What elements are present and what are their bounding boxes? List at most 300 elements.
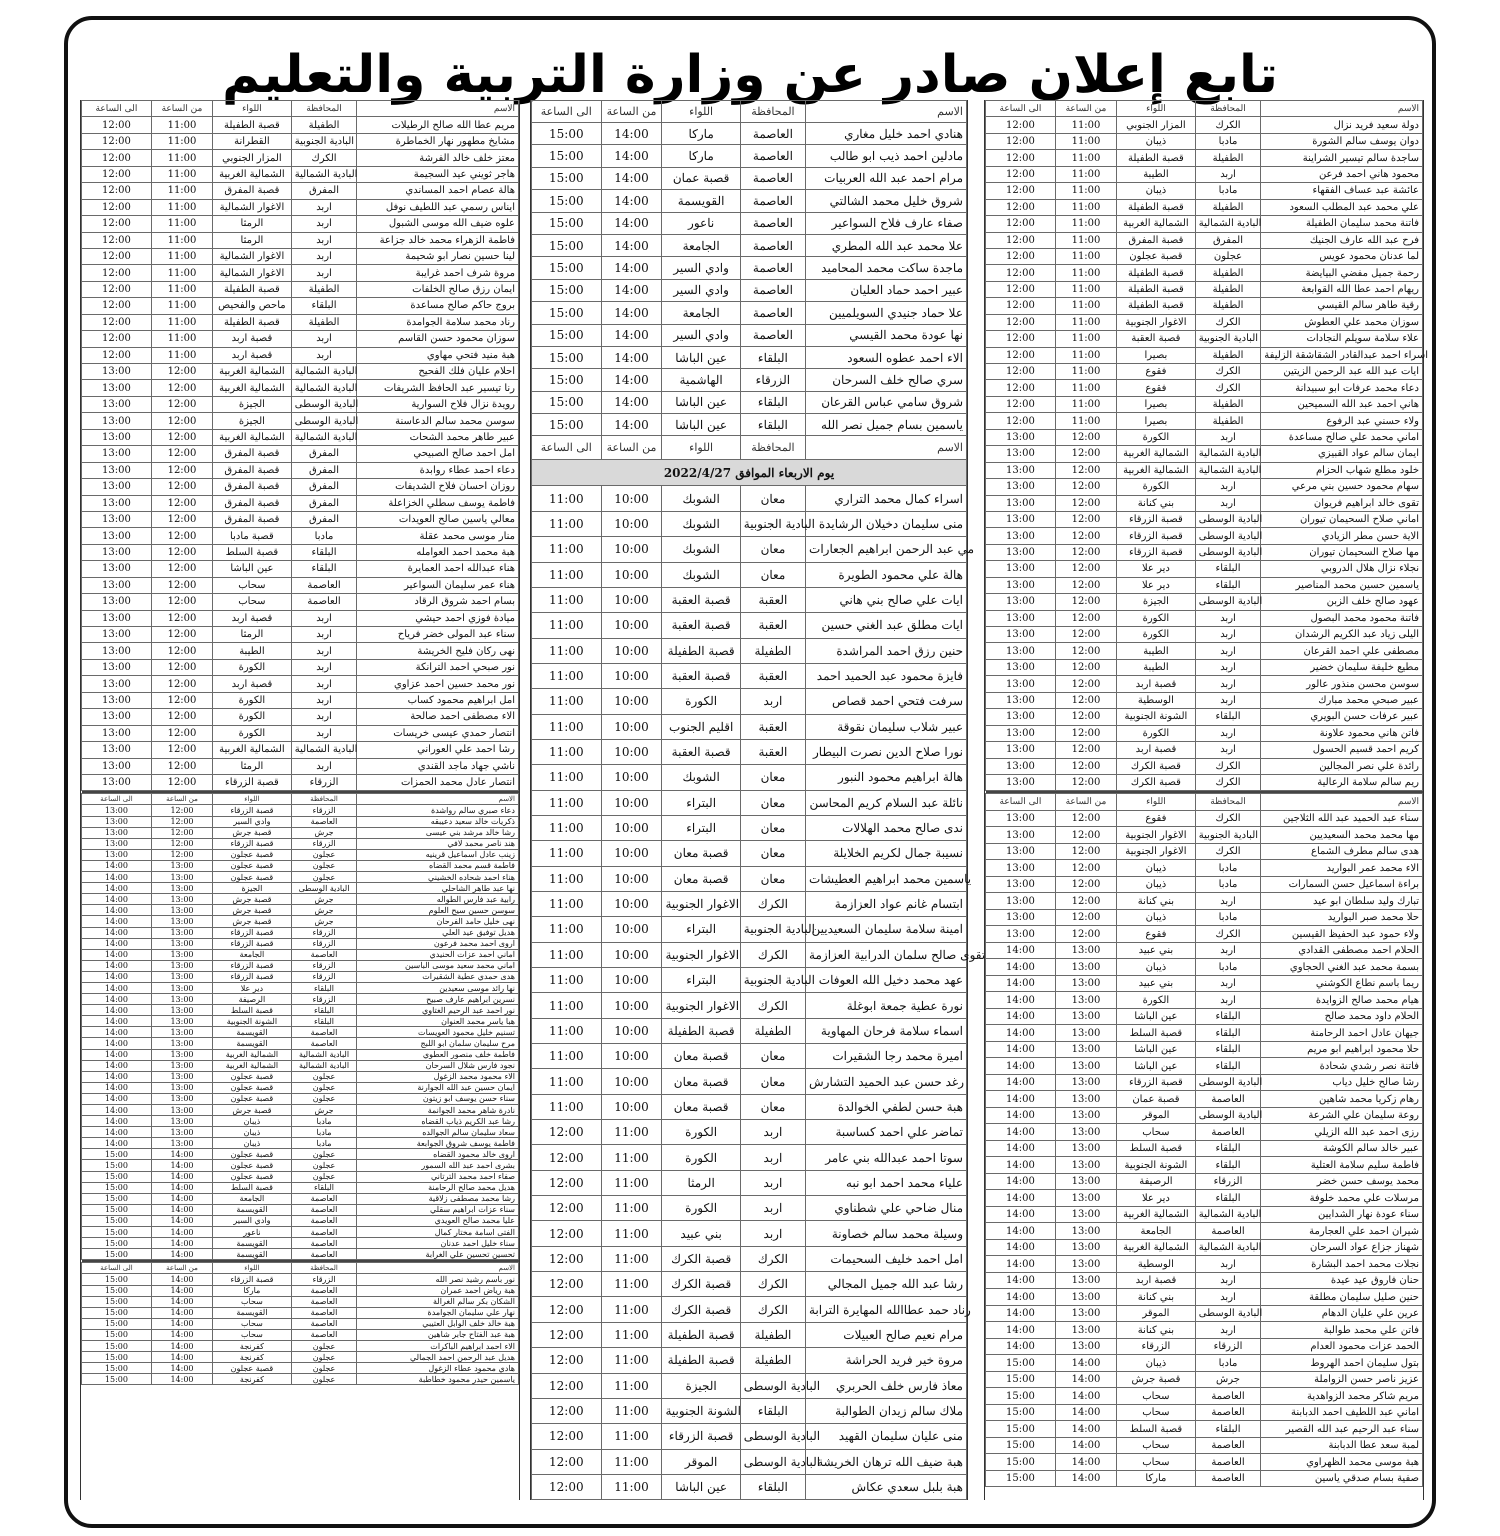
table-middle — [530, 100, 986, 1500]
cell-from: 12:00 — [151, 709, 212, 725]
cell-directorate: ذيبان — [213, 1127, 292, 1138]
cell-directorate: قصبة السلط — [1117, 1421, 1196, 1438]
table-row — [986, 216, 1423, 232]
header-name: الاسم — [1261, 794, 1423, 811]
cell-governorate: مادبا — [1195, 183, 1261, 199]
table-row — [986, 1338, 1423, 1355]
cell-to: 15:00 — [532, 346, 602, 368]
cell-directorate: قصبة الكرك — [1117, 774, 1196, 790]
cell-directorate: بصيرا — [1117, 413, 1196, 429]
cell-to: 15:00 — [82, 1296, 152, 1307]
table-row — [82, 577, 519, 593]
cell-name: ياسمين حيدر محمود خطاطبة — [357, 1374, 519, 1385]
cell-directorate: الجامعة — [213, 949, 292, 960]
cell-directorate: الاغوار الجنوبية — [662, 891, 740, 916]
cell-governorate: البادية الوسطى — [1195, 1107, 1261, 1124]
cell-to: 11:00 — [532, 511, 602, 536]
header-directorate: اللواء — [1117, 794, 1196, 811]
cell-governorate: البلقاء — [1195, 1421, 1261, 1438]
cell-governorate: البادية الوسطى — [740, 1373, 805, 1398]
cell-directorate: ذيبان — [1117, 959, 1196, 976]
cell-directorate: قصبة عمان — [1117, 1091, 1196, 1108]
cell-governorate: البادية الوسطى — [291, 413, 357, 429]
header-to: الى الساعة — [82, 794, 152, 805]
table-row — [532, 613, 967, 638]
cell-name: الحمد عزات محمود العدام — [1261, 1338, 1423, 1355]
table-row — [532, 1297, 967, 1322]
cell-directorate: الشونة الجنوبية — [1117, 1157, 1196, 1174]
cell-governorate: الكرك — [1195, 314, 1261, 330]
cell-from: 11:00 — [1055, 380, 1116, 396]
cell-name: براءة اسماعيل حسن السمارات — [1261, 876, 1423, 893]
table-row — [82, 544, 519, 560]
table-row — [986, 742, 1423, 758]
cell-to: 14:00 — [82, 1082, 152, 1093]
cell-directorate: قصبة المفرق — [1117, 232, 1196, 248]
cell-governorate: الطفيلة — [740, 638, 805, 663]
cell-directorate: قصبة عجلون — [213, 1363, 292, 1374]
cell-directorate: الطيبة — [213, 643, 292, 659]
cell-to: 12:00 — [986, 199, 1056, 215]
cell-from: 14:00 — [151, 1182, 212, 1193]
cell-governorate: اربد — [1195, 610, 1261, 626]
cell-directorate: المزار الجنوبي — [213, 150, 292, 166]
cell-governorate: البلقاء — [740, 414, 805, 436]
cell-from: 14:00 — [151, 1149, 212, 1160]
cell-from: 13:00 — [151, 883, 212, 894]
cell-to: 15:00 — [986, 1437, 1056, 1454]
table-row — [82, 298, 519, 314]
cell-from: 12:00 — [151, 495, 212, 511]
cell-governorate: البادية الشمالية — [291, 429, 357, 445]
cell-directorate: بني كنانة — [1117, 893, 1196, 910]
cell-governorate: عجلون — [291, 1171, 357, 1182]
cell-to: 15:00 — [82, 1352, 152, 1363]
cell-name: تقوى خالد ابراهيم فريوان — [1261, 495, 1423, 511]
cell-directorate: قصبة اربد — [1117, 742, 1196, 758]
cell-to: 14:00 — [82, 1016, 152, 1027]
cell-name: مرام احمد عبد الله العربيات — [806, 167, 967, 189]
table-row — [82, 1374, 519, 1385]
cell-to: 14:00 — [986, 1074, 1056, 1091]
cell-from: 13:00 — [1055, 1157, 1116, 1174]
cell-directorate: الرمثا — [213, 216, 292, 232]
cell-directorate: قصبة المفرق — [213, 446, 292, 462]
cell-name: فاطمة قسم محمد القضاه — [357, 860, 519, 871]
cell-governorate: جرش — [291, 905, 357, 916]
cell-to: 12:00 — [986, 216, 1056, 232]
cell-governorate: البادية الجنوبية — [740, 511, 805, 536]
cell-governorate: العاصمة — [1195, 1223, 1261, 1240]
header-from: من الساعة — [601, 101, 662, 123]
cell-directorate: الشوبك — [662, 562, 740, 587]
table-row — [986, 1074, 1423, 1091]
cell-governorate: الزرقاء — [1195, 1338, 1261, 1355]
cell-to: 14:00 — [82, 1049, 152, 1060]
table-row — [82, 1116, 519, 1127]
cell-from: 11:00 — [151, 117, 212, 133]
cell-to: 13:00 — [82, 805, 152, 816]
header-directorate: اللواء — [213, 101, 292, 117]
cell-to: 13:00 — [986, 610, 1056, 626]
cell-name: نور صبحي احمد الترانكة — [357, 659, 519, 675]
cell-governorate: العاصمة — [740, 324, 805, 346]
cell-directorate: القويسمة — [213, 1238, 292, 1249]
cell-directorate: قصبة العقبة — [662, 613, 740, 638]
cell-name: هناء عبدالله احمد العمايرة — [357, 561, 519, 577]
cell-directorate: القويسمة — [213, 1038, 292, 1049]
cell-name: مريم عطا الله صالح الرطيلات — [357, 117, 519, 133]
cell-to: 13:00 — [82, 849, 152, 860]
cell-to: 12:00 — [532, 1272, 602, 1297]
cell-from: 12:00 — [1055, 544, 1116, 560]
cell-to: 11:00 — [532, 790, 602, 815]
cell-from: 11:00 — [151, 331, 212, 347]
cell-governorate: جرش — [1195, 1371, 1261, 1388]
cell-from: 13:00 — [1055, 959, 1116, 976]
cell-name: عبير شلاب سليمان نقوقة — [806, 714, 967, 739]
cell-from: 10:00 — [601, 765, 662, 790]
cell-name: تماضر علي احمد كساسبة — [806, 1120, 967, 1145]
cell-governorate: اربد — [1195, 166, 1261, 182]
table-row — [82, 1149, 519, 1160]
table-row — [532, 1424, 967, 1449]
cell-name: حنين رزق احمد المراشدة — [806, 638, 967, 663]
cell-from: 12:00 — [1055, 659, 1116, 675]
cell-from: 14:00 — [601, 234, 662, 256]
table-row — [532, 1069, 967, 1094]
cell-from: 11:00 — [1055, 413, 1116, 429]
cell-name: مي عبد الرحمن ابراهيم الجعارات — [806, 537, 967, 562]
cell-from: 14:00 — [601, 279, 662, 301]
cell-name: احلام عليان فلك الفحيح — [357, 364, 519, 380]
cell-directorate: عين الباشا — [662, 1474, 740, 1499]
cell-directorate: قصبة السلط — [1117, 1140, 1196, 1157]
cell-name: سناء عبد المولى خضر فرياح — [357, 627, 519, 643]
cell-directorate: عين الباشا — [662, 414, 740, 436]
table-row — [986, 1206, 1423, 1223]
cell-from: 14:00 — [1055, 1437, 1116, 1454]
cell-directorate: الشمالية الغربية — [213, 364, 292, 380]
cell-to: 12:00 — [532, 1120, 602, 1145]
cell-directorate: قصبة الزرقاء — [662, 1424, 740, 1449]
cell-directorate: الشونة الجنوبية — [1117, 709, 1196, 725]
cell-governorate: معان — [740, 815, 805, 840]
cell-from: 13:00 — [151, 1005, 212, 1016]
table-row — [532, 765, 967, 790]
cell-to: 13:00 — [986, 429, 1056, 445]
table-row — [986, 413, 1423, 429]
table-row — [82, 1274, 519, 1285]
cell-name: نها رائد موسى سعيدين — [357, 982, 519, 993]
table-row — [82, 281, 519, 297]
cell-governorate: البادية الجنوبية — [740, 917, 805, 942]
table-row — [986, 1140, 1423, 1157]
cell-directorate: قصبة الزرقاء — [213, 838, 292, 849]
cell-name: نائلة عبد السلام كريم المحاسن — [806, 790, 967, 815]
cell-from: 11:00 — [1055, 248, 1116, 264]
cell-to: 12:00 — [986, 117, 1056, 133]
cell-to: 14:00 — [82, 872, 152, 883]
cell-directorate: الكورة — [1117, 725, 1196, 741]
cell-name: سرفت فتحي احمد قصاص — [806, 689, 967, 714]
cell-governorate: العاصمة — [1195, 1470, 1261, 1487]
table-row — [986, 364, 1423, 380]
cell-to: 13:00 — [82, 692, 152, 708]
cell-governorate: البادية الشمالية — [291, 1060, 357, 1071]
cell-from: 13:00 — [151, 1049, 212, 1060]
cell-name: هنادي احمد خليل مغاري — [806, 123, 967, 145]
cell-governorate: البادية الوسطى — [1195, 594, 1261, 610]
table-row — [82, 429, 519, 445]
table-row — [82, 949, 519, 960]
cell-governorate: البلقاء — [1195, 1190, 1261, 1207]
cell-from: 11:00 — [601, 1196, 662, 1221]
cell-name: ميادة فوزي احمد حيشي — [357, 610, 519, 626]
cell-directorate: قصبة اربد — [1117, 676, 1196, 692]
cell-to: 11:00 — [532, 815, 602, 840]
cell-governorate: اربد — [1195, 1256, 1261, 1273]
cell-to: 12:00 — [532, 1221, 602, 1246]
cell-directorate: الشونة الجنوبية — [213, 1016, 292, 1027]
cell-directorate: سحاب — [1117, 1404, 1196, 1421]
cell-governorate: البلقاء — [740, 1398, 805, 1423]
cell-governorate: العاصمة — [291, 1318, 357, 1329]
table-row — [82, 1049, 519, 1060]
cell-governorate: البلقاء — [1195, 561, 1261, 577]
cell-directorate: الشمالية الغربية — [1117, 446, 1196, 462]
cell-name: معالي ياسين صالح العويدات — [357, 511, 519, 527]
table-row — [986, 1091, 1423, 1108]
cell-to: 15:00 — [82, 1160, 152, 1171]
cell-governorate: الكرك — [1195, 364, 1261, 380]
cell-from: 14:00 — [151, 1318, 212, 1329]
cell-governorate: الكرك — [1195, 117, 1261, 133]
cell-from: 12:00 — [151, 627, 212, 643]
cell-from: 11:00 — [1055, 281, 1116, 297]
table-row — [986, 709, 1423, 725]
cell-to: 14:00 — [82, 1138, 152, 1149]
cell-to: 14:00 — [82, 860, 152, 871]
cell-directorate: سحاب — [213, 594, 292, 610]
table-row — [986, 1157, 1423, 1174]
table-row — [82, 1082, 519, 1093]
cell-directorate: الرمثا — [213, 232, 292, 248]
cell-name: بشرى احمد عبد الله السمور — [357, 1160, 519, 1171]
cell-directorate: الوسطية — [1117, 1256, 1196, 1273]
cell-name: سوسن حسين سيح العلوم — [357, 905, 519, 916]
cell-name: شيران احمد علي العجارمة — [1261, 1223, 1423, 1240]
cell-to: 12:00 — [986, 166, 1056, 182]
cell-governorate: البادية الوسطى — [740, 1449, 805, 1474]
cell-from: 12:00 — [151, 849, 212, 860]
cell-governorate: البادية الجنوبية — [1195, 331, 1261, 347]
cell-from: 13:00 — [151, 938, 212, 949]
table-row — [82, 1171, 519, 1182]
cell-governorate: الطفيلة — [740, 1322, 805, 1347]
table-row — [532, 841, 967, 866]
cell-to: 13:00 — [82, 709, 152, 725]
cell-directorate: قصبة الطفيلة — [1117, 265, 1196, 281]
cell-governorate: الطفيلة — [1195, 347, 1261, 363]
cell-from: 13:00 — [151, 1116, 212, 1127]
cell-from: 12:00 — [151, 429, 212, 445]
cell-governorate: عجلون — [291, 1071, 357, 1082]
cell-name: امل ابراهيم محمود كساب — [357, 692, 519, 708]
cell-governorate: العقبة — [740, 714, 805, 739]
header-governorate: المحافظة — [291, 794, 357, 805]
cell-to: 13:00 — [82, 758, 152, 774]
cell-to: 13:00 — [986, 827, 1056, 844]
cell-from: 14:00 — [151, 1160, 212, 1171]
cell-from: 12:00 — [151, 676, 212, 692]
cell-governorate: مادبا — [1195, 909, 1261, 926]
cell-name: مرام نعيم صالح العبيلات — [806, 1322, 967, 1347]
cell-to: 12:00 — [986, 248, 1056, 264]
cell-to: 14:00 — [986, 1190, 1056, 1207]
cell-directorate: بني كنانة — [1117, 1289, 1196, 1306]
cell-name: رشا احمد علي العوراني — [357, 742, 519, 758]
cell-to: 14:00 — [82, 960, 152, 971]
cell-governorate: اربد — [740, 1196, 805, 1221]
table-row — [532, 993, 967, 1018]
cell-directorate: وادي السير — [662, 279, 740, 301]
cell-directorate: الشمالية الغربية — [213, 1049, 292, 1060]
cell-directorate: قصبة العقبة — [662, 663, 740, 688]
cell-from: 14:00 — [151, 1274, 212, 1285]
table-row — [532, 279, 967, 301]
cell-to: 14:00 — [986, 1289, 1056, 1306]
cell-to: 14:00 — [986, 1107, 1056, 1124]
table-row — [82, 364, 519, 380]
cell-directorate: قصبة عجلون — [213, 1071, 292, 1082]
cell-name: بتول سليمان احمد الهروط — [1261, 1355, 1423, 1372]
table-row — [532, 638, 967, 663]
cell-name: الشكان بكر سالم الغرالة — [357, 1296, 519, 1307]
table-row — [82, 183, 519, 199]
cell-governorate: البادية الشمالية — [291, 742, 357, 758]
table-row — [82, 1093, 519, 1104]
cell-to: 13:00 — [82, 544, 152, 560]
table-row — [986, 1371, 1423, 1388]
cell-to: 15:00 — [532, 324, 602, 346]
cell-directorate: فقوع — [1117, 926, 1196, 943]
cell-name: نورة عطية جمعة ابوغلة — [806, 993, 967, 1018]
cell-governorate: الكرك — [1195, 758, 1261, 774]
cell-from: 13:00 — [151, 1038, 212, 1049]
cell-from: 11:00 — [151, 265, 212, 281]
cell-from: 13:00 — [151, 1027, 212, 1038]
cell-directorate: ذيبان — [1117, 876, 1196, 893]
cell-name: رشا محمد مصطفى زلاقية — [357, 1193, 519, 1204]
table-row — [986, 1008, 1423, 1025]
cell-governorate: البلقاء — [740, 391, 805, 413]
cell-governorate: العاصمة — [740, 234, 805, 256]
cell-governorate: اربد — [1195, 659, 1261, 675]
cell-governorate: البلقاء — [1195, 1058, 1261, 1075]
cell-name: مها صلاح السحيمان تيوران — [1261, 544, 1423, 560]
cell-to: 11:00 — [532, 917, 602, 942]
cell-name: امل احمد صالح الصبيحي — [357, 446, 519, 462]
cell-from: 11:00 — [601, 1297, 662, 1322]
cell-directorate: قصبة الطفيلة — [213, 314, 292, 330]
cell-name: لمبة سعد عطا الدبابنة — [1261, 1437, 1423, 1454]
cell-to: 12:00 — [532, 1322, 602, 1347]
cell-to: 12:00 — [986, 347, 1056, 363]
table-row — [82, 314, 519, 330]
cell-name: معاذ فارس خلف الحربري — [806, 1373, 967, 1398]
cell-from: 14:00 — [1055, 1454, 1116, 1471]
cell-to: 14:00 — [82, 971, 152, 982]
cell-to: 13:00 — [986, 774, 1056, 790]
cell-name: ايناس رسمي عبد اللطيف نوفل — [357, 199, 519, 215]
table-header-row — [986, 101, 1423, 117]
table-row — [986, 1190, 1423, 1207]
cell-from: 11:00 — [1055, 183, 1116, 199]
cell-from: 14:00 — [151, 1238, 212, 1249]
cell-to: 15:00 — [82, 1329, 152, 1340]
cell-governorate: البلقاء — [291, 561, 357, 577]
cell-governorate: معان — [740, 1044, 805, 1069]
cell-directorate: قصبة اربد — [213, 331, 292, 347]
table-row — [82, 117, 519, 133]
cell-directorate: الكورة — [213, 659, 292, 675]
cell-directorate: الموقر — [1117, 1107, 1196, 1124]
table-row — [532, 1094, 967, 1119]
cell-directorate: البتراء — [662, 968, 740, 993]
cell-from: 11:00 — [601, 1449, 662, 1474]
cell-name: دعاء محمد عرفات ابو سبيدانة — [1261, 380, 1423, 396]
cell-directorate: قصبة اربد — [213, 347, 292, 363]
header-from: من الساعة — [151, 794, 212, 805]
cell-directorate: قصبة عجلون — [1117, 248, 1196, 264]
cell-from: 13:00 — [1055, 942, 1116, 959]
cell-from: 13:00 — [151, 1127, 212, 1138]
table-row — [532, 790, 967, 815]
cell-name: امينة سلامة سليمان السعيديين — [806, 917, 967, 942]
cell-to: 15:00 — [82, 1182, 152, 1193]
cell-to: 13:00 — [82, 479, 152, 495]
header-directorate: اللواء — [662, 101, 740, 123]
cell-from: 10:00 — [601, 993, 662, 1018]
cell-from: 12:00 — [1055, 561, 1116, 577]
cell-to: 12:00 — [986, 298, 1056, 314]
cell-directorate: قصبة معان — [662, 1044, 740, 1069]
cell-to: 15:00 — [82, 1149, 152, 1160]
cell-directorate: الرمثا — [213, 627, 292, 643]
cell-name: نهى ركان فليح الخريشة — [357, 643, 519, 659]
cell-from: 13:00 — [1055, 1025, 1116, 1042]
cell-directorate: الشمالية الغربية — [213, 166, 292, 182]
cell-name: منال ضاحي علي شطناوي — [806, 1196, 967, 1221]
day-banner — [532, 460, 967, 486]
table-row — [82, 150, 519, 166]
cell-governorate: الطفيلة — [1195, 150, 1261, 166]
table-row — [82, 1071, 519, 1082]
cell-directorate: الرمثا — [662, 1170, 740, 1195]
cell-governorate: المفرق — [291, 446, 357, 462]
cell-name: اماني صلاح السحيمان تيوران — [1261, 511, 1423, 527]
cell-governorate: البادية الشمالية — [291, 380, 357, 396]
cell-governorate: مادبا — [291, 528, 357, 544]
cell-directorate: ذيبان — [1117, 133, 1196, 149]
cell-directorate: ذيبان — [213, 1138, 292, 1149]
cell-from: 12:00 — [151, 528, 212, 544]
cell-to: 12:00 — [82, 265, 152, 281]
cell-from: 11:00 — [151, 216, 212, 232]
cell-from: 12:00 — [1055, 577, 1116, 593]
cell-name: منى عليان سليمان القهيد — [806, 1424, 967, 1449]
